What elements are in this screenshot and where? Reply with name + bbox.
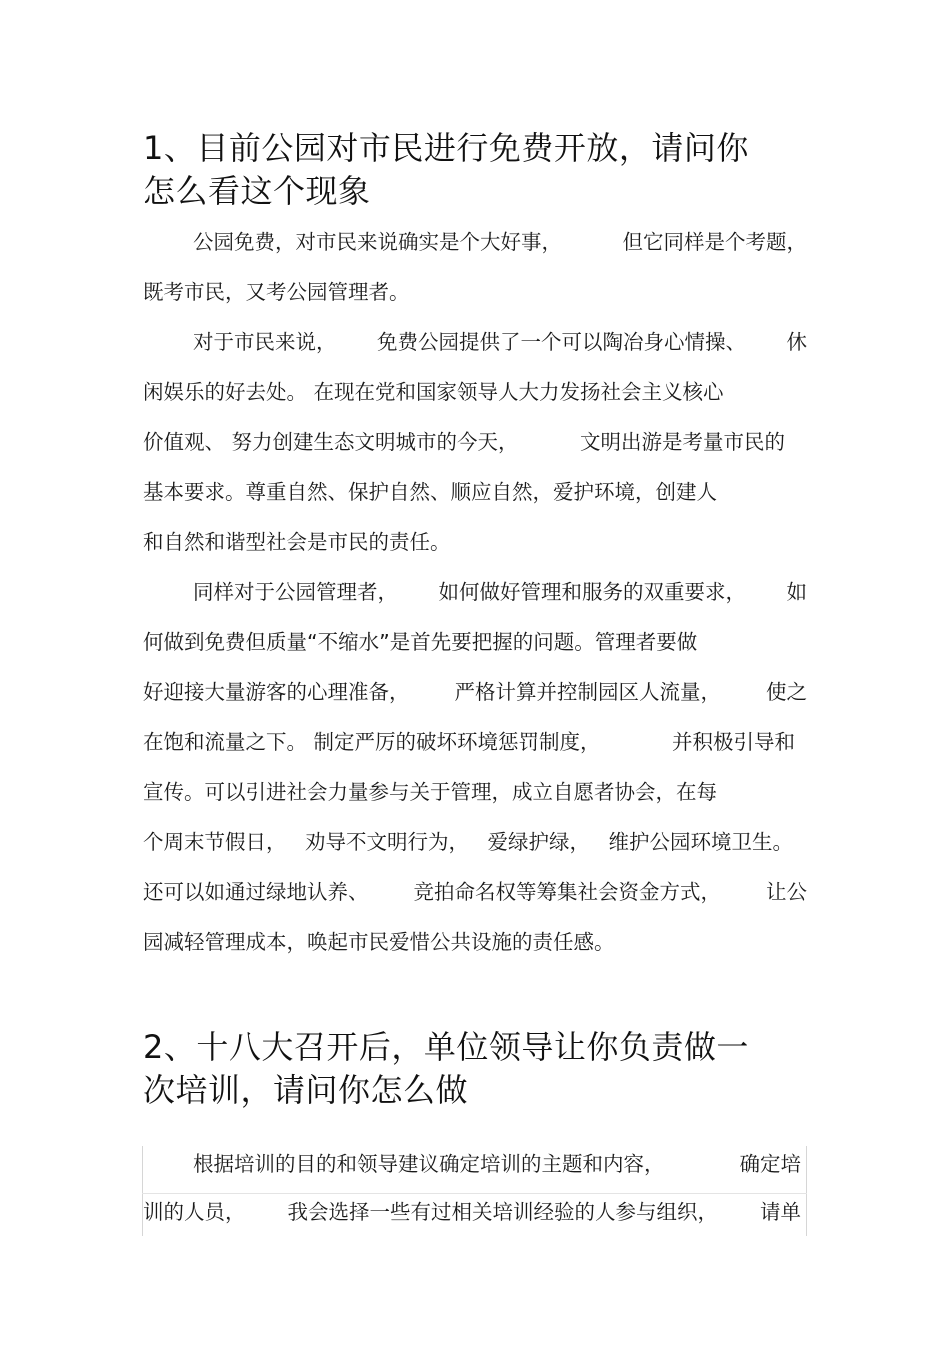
paragraph-line: 根据培训的目的和领导建议确定培训的主题和内容， 确定培 [193, 1152, 801, 1176]
paragraph-line: 闲娱乐的好去处。 在现在党和国家领导人大力发扬社会主义核心 [143, 380, 724, 404]
table-row-divider [142, 1193, 807, 1194]
table-border-right [806, 1146, 807, 1236]
paragraph-line: 公园免费，对市民来说确实是个大好事， 但它同样是个考题， [193, 230, 807, 254]
paragraph-line: 宣传。可以引进社会力量参与关于管理，成立自愿者协会，在每 [143, 780, 717, 804]
paragraph-line: 同样对于公园管理者， 如何做好管理和服务的双重要求， 如 [193, 580, 807, 604]
paragraph-line: 个周末节假日， 劝导不文明行为， 爱绿护绿， 维护公园环境卫生。 [143, 830, 793, 854]
paragraph-line: 何做到免费但质量“不缩水”是首先要把握的问题。管理者要做 [143, 630, 698, 654]
paragraph-line: 在饱和流量之下。 制定严厉的破坏环境惩罚制度， 并积极引导和 [143, 730, 795, 754]
paragraph-line: 和自然和谐型社会是市民的责任。 [143, 530, 451, 554]
section1-heading-line2: 怎么看这个现象 [143, 172, 371, 210]
paragraph-line: 园减轻管理成本，唤起市民爱惜公共设施的责任感。 [143, 930, 615, 954]
paragraph-line: 既考市民，又考公园管理者。 [143, 280, 410, 304]
paragraph-line: 训的人员， 我会选择一些有过相关培训经验的人参与组织， 请单 [143, 1200, 801, 1224]
section1-heading-line1: 1、目前公园对市民进行免费开放，请问你 [143, 129, 749, 167]
paragraph-line: 价值观、 努力创建生态文明城市的今天， 文明出游是考量市民的 [143, 430, 785, 454]
section2-heading-line2: 次培训，请问你怎么做 [143, 1071, 469, 1109]
section2-heading-line1: 2、十八大召开后，单位领导让你负责做一 [143, 1028, 749, 1066]
paragraph-line: 好迎接大量游客的心理准备， 严格计算并控制园区人流量， 使之 [143, 680, 807, 704]
paragraph-line: 还可以如通过绿地认养、 竞拍命名权等筹集社会资金方式， 让公 [143, 880, 807, 904]
paragraph-line: 基本要求。尊重自然、保护自然、顺应自然，爱护环境，创建人 [143, 480, 717, 504]
paragraph-line: 对于市民来说， 免费公园提供了一个可以陶冶身心情操、 休 [193, 330, 807, 354]
